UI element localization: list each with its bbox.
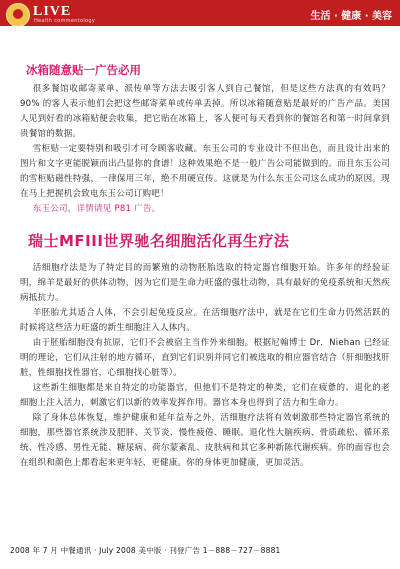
article1-cta: 东玉公司，详情请见 P81 广告。 — [32, 204, 161, 214]
article2-paragraph-4: 这些新生细胞都是来自特定的功能器官，但他们不是特定的种类，它们在疲惫的、退化的老细胞上注入活力，刺激它们以新的效率发挥作用。器官本身也得到了活力和生命力。 — [20, 383, 390, 408]
magazine-logo-icon — [6, 3, 30, 27]
article2-paragraph-1: 活细胞疗法是为了特定目的而繁殖的动物胚胎选取的特定器官细胞开始。许多年的经验证明，绵羊是最好的供体动物，因为它们是生命力旺盛的强壮动物，具有最好的免疫系统和天然疾病抵抗力。 — [20, 263, 390, 303]
section-tagline: 生活 · 健康 · 美容 — [310, 11, 392, 22]
article2-paragraph-2: 羊胚胎尤其适合人体，不会引起免疫反应。在活细胞疗法中，就是在它们生命力仍然活跃的时候将这些活力旺盛的新生细胞注入人体内。 — [20, 308, 390, 333]
article1-heading: 冰箱随意贴一广告必用 — [26, 63, 141, 77]
header-stripe — [0, 26, 400, 30]
header-banner — [0, 0, 400, 30]
brand-name: LIVE — [33, 4, 72, 19]
article2-title: 瑞士MFIII世界驰名细胞活化再生疗法 — [28, 232, 290, 250]
article2-paragraph-5: 除了身体总体恢复，维护健康和延年益寿之外，活细胞疗法将有效刺激那些特定器官系统的细胞，那些器官系统涉及肥胖、关节炎、慢性疲倦、睡眠、退化性大脑疾病、骨质疏松、循环系统、性冷感、男性无能、糖尿病、荷尔蒙紊乱、皮肤病和其它多种新陈代谢疾病。你的面容也会在组织和颜色上都看起来更年轻、更健康。你的身体更加健康，更加灵活。 — [20, 413, 390, 468]
brand-subtitle: Health commentology — [34, 18, 96, 24]
article1-paragraph-2: 雪柜贴一定要特别和吸引才可令顾客收藏。东玉公司的专业设计不但出色，而且设计出来的图片和文字更能脱颖而出凸显你的食谱！这种效果绝不是一般广告公司能做到的。而且东玉公司的雪柜贴磁性特强，一律保用三年，绝不用硬宣传。这就是为什么东玉公司这么成功的原因。现在马上把握机会致电东玉公司订购吧！ — [20, 144, 390, 199]
article1-paragraph-1: 很多餐馆收邮寄菜单、派传单等方法去吸引客人到自己餐馆，但是这些方法真的有效吗？ 90% 的客人表示他们会把这些邮寄菜单或传单丢掉。所以冰箱随意贴是最好的广告产品。美国人见到好看的冰箱贴便会收集，把它贴在冰箱上，客人便可每天看到你的餐馆名和第一时间拿到贵餐馆的数据。 — [20, 84, 390, 139]
article-content — [20, 62, 390, 471]
article2-paragraph-3: 由于胚胎细胞没有抗原，它们不会被宿主当作外来细胞。根据尼翰博士 Dr．Niehan 已经证明的理论，它们从注射的地方循环，直到它们识别并同它们被选取的相应器官结合（肝细胞找肝脏，性细胞找性器官，心细胞找心脏等）。 — [20, 338, 390, 378]
page-footer: 2008 年 7 月 中餐通讯 · July 2008 美中版 · 刊登广告 1－888－727－8881 — [10, 546, 281, 555]
